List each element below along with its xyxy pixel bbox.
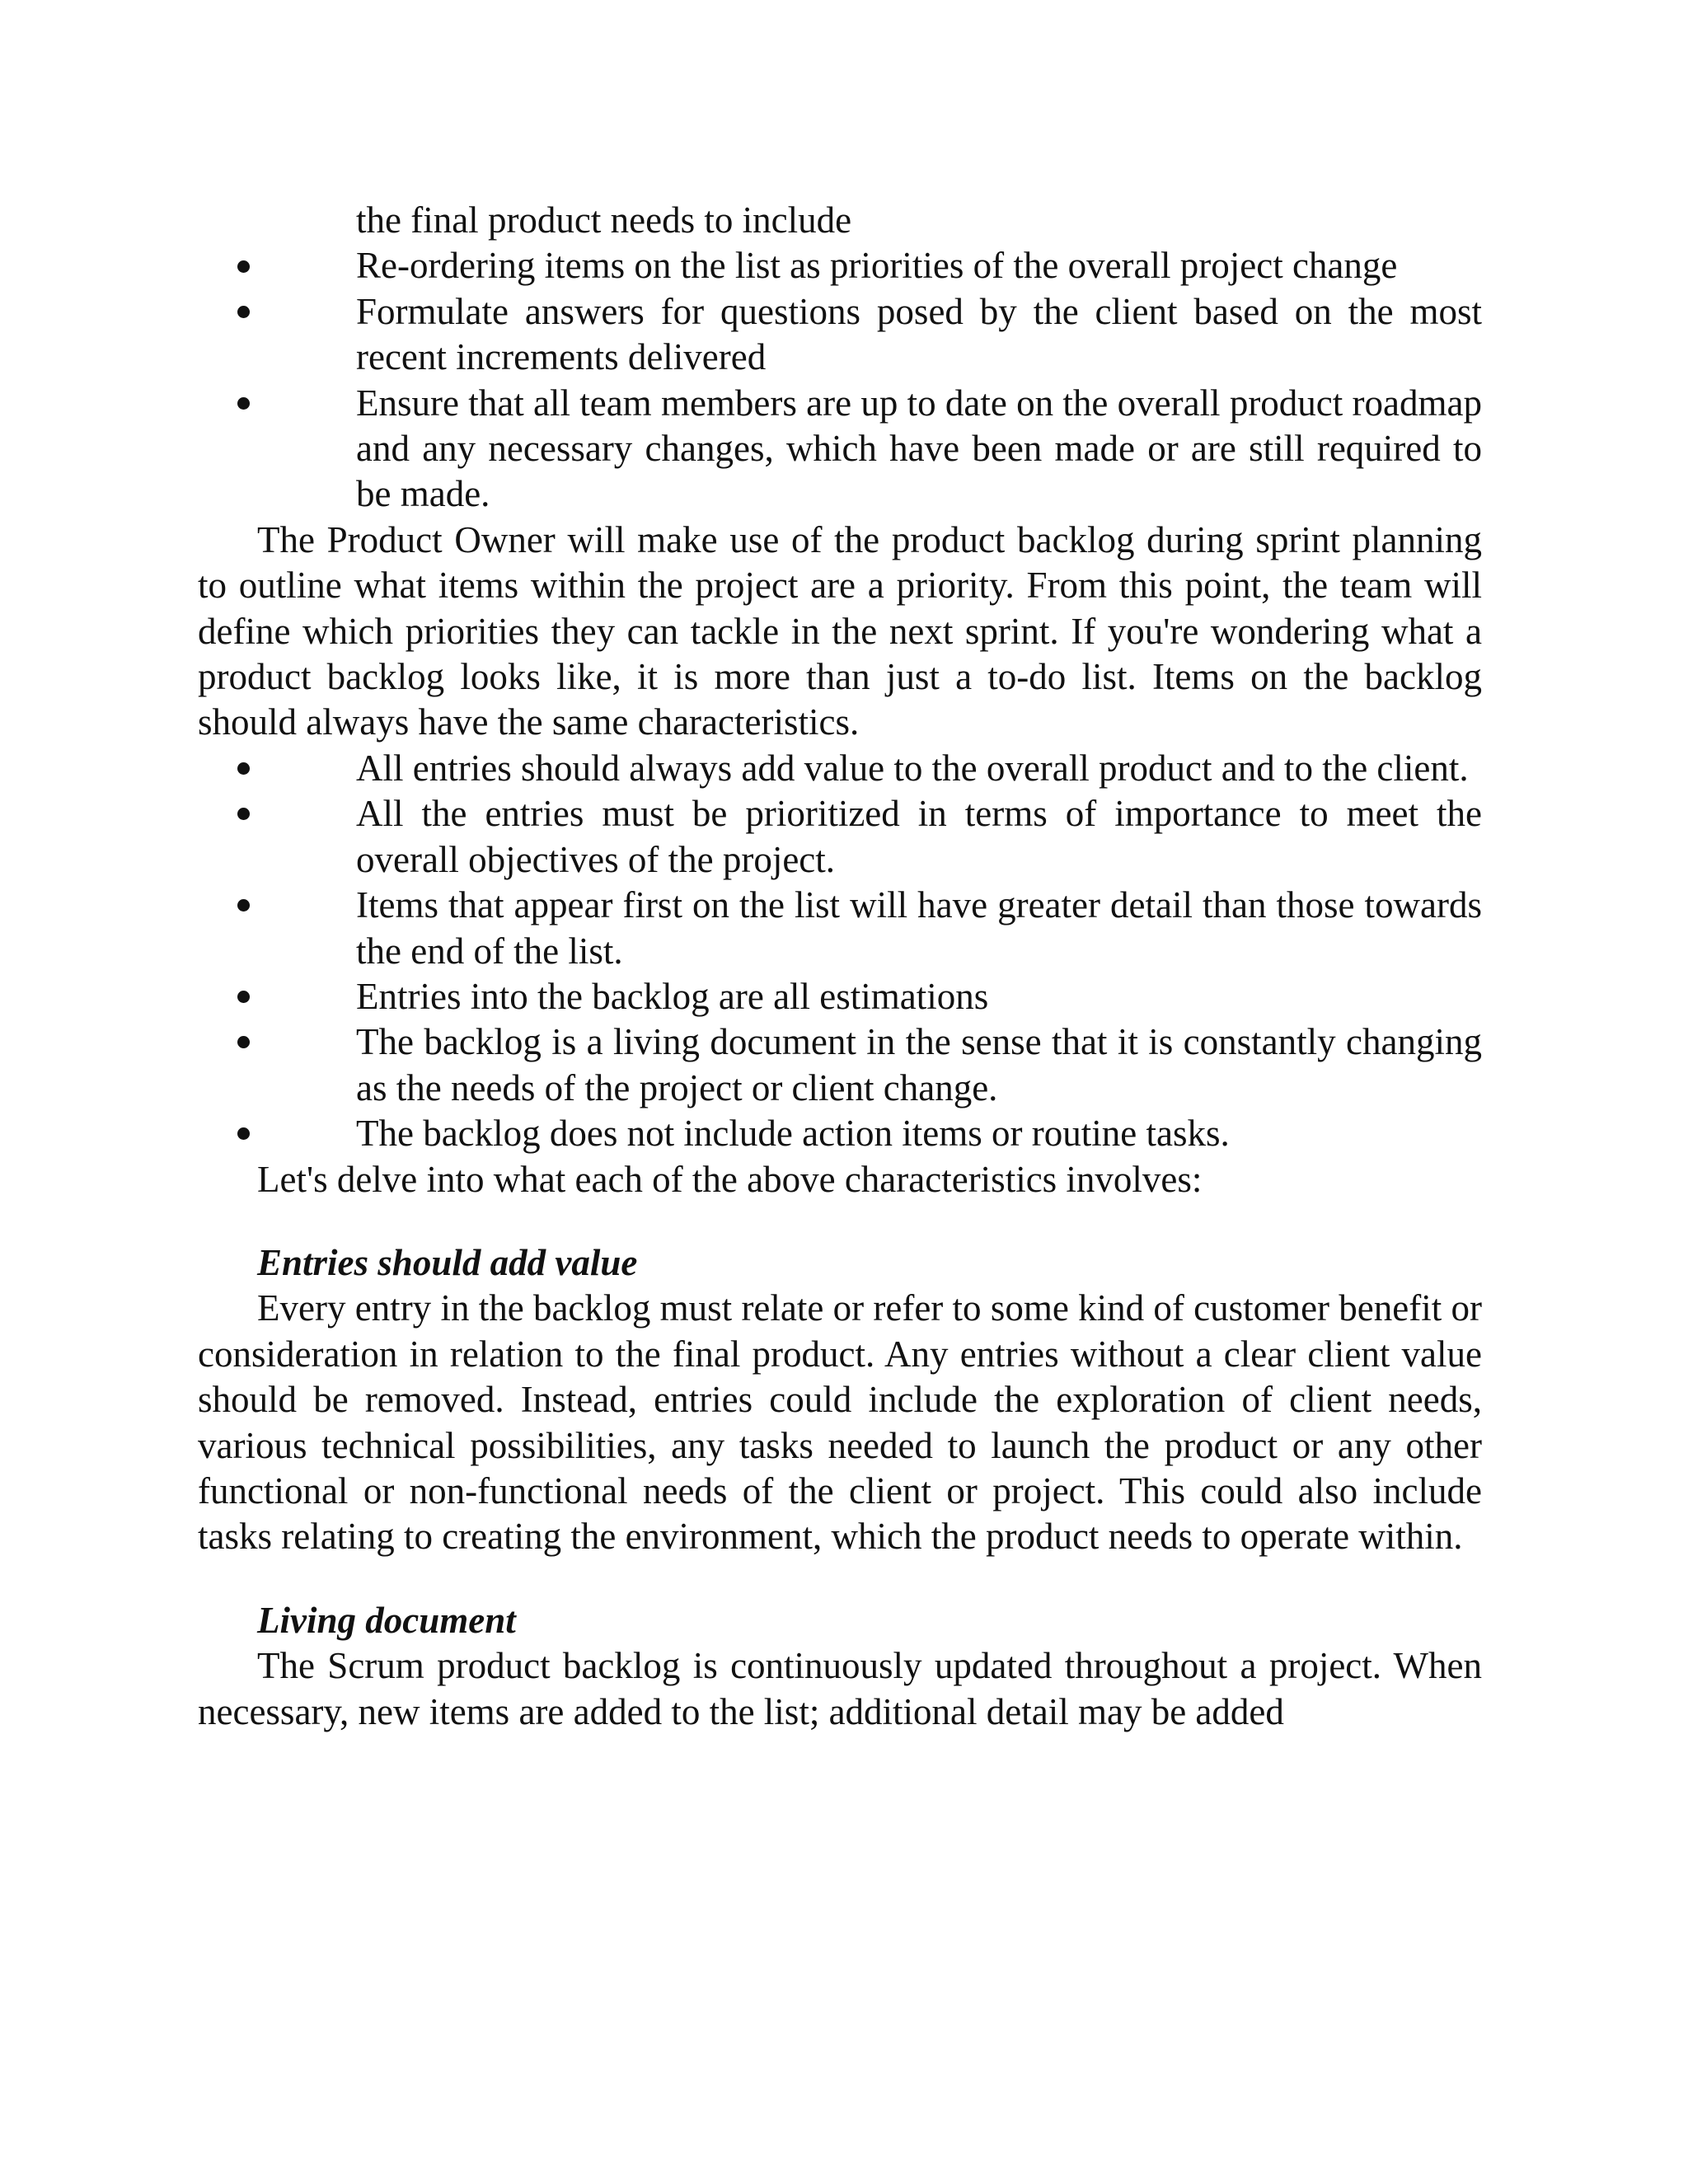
section-body: Every entry in the backlog must relate or refer to some kind of customer benefit or consideration in relation to the final product. Any entries without a clear client value should be removed. Instead, entries could include the exploration of client needs, various technical possibilities, any tasks needed to launch the product or any other functional or non-functional needs of the client or project. This could also include tasks relating to creating the environment, which the product needs to operate within. — [198, 1287, 1482, 1558]
list-item-text: All the entries must be prioritized in terms of importance to meet the overall objectives of the project. — [356, 793, 1482, 880]
list-item-text: Entries into the backlog are all estimations — [356, 975, 989, 1017]
bullet-icon — [237, 746, 254, 791]
list-item — [198, 1111, 1482, 1156]
list-item-text: the final product needs to include — [356, 199, 852, 241]
list-item — [198, 243, 1482, 288]
list-item-text: Items that appear first on the list will have greater detail than those towards the end of the list. — [356, 884, 1482, 972]
section-heading: Living document — [257, 1599, 516, 1641]
list-item — [198, 1019, 1482, 1111]
section-entries-add-value — [198, 1240, 1482, 1560]
list-item-continuation — [198, 198, 1482, 243]
responsibilities-list — [198, 198, 1482, 518]
bullet-icon — [237, 381, 254, 426]
list-item — [198, 974, 1482, 1019]
section-heading: Entries should add value — [257, 1241, 638, 1283]
characteristics-list — [198, 746, 1482, 1157]
list-item-text: Re-ordering items on the list as priorities of the overall project change — [356, 245, 1398, 287]
list-item-text: Formulate answers for questions posed by the client based on the most recent increments delivered — [356, 290, 1482, 378]
list-item — [198, 289, 1482, 381]
list-item-text: The backlog does not include action items or routine tasks. — [356, 1113, 1230, 1155]
list-item-text: Ensure that all team members are up to date on the overall product roadmap and any necessary changes, which have been made or are still required to be made. — [356, 382, 1482, 515]
bullet-icon — [237, 791, 254, 837]
paragraph-product-owner: The Product Owner will make use of the product backlog during sprint planning to outline what items within the project are a priority. From this point, the team will define which priorities they can tackle in the next sprint. If you're wondering what a product backlog looks like, it is more than just a to-do list. Items on the backlog should always have the same characteristics. — [198, 518, 1482, 743]
bullet-icon — [237, 1111, 254, 1156]
list-item — [198, 746, 1482, 791]
bullet-icon — [237, 883, 254, 928]
list-item-text: All entries should always add value to the overall product and to the client. — [356, 747, 1469, 789]
bullet-icon — [237, 974, 254, 1019]
section-living-document — [198, 1598, 1482, 1735]
list-item — [198, 883, 1482, 974]
document-page — [198, 198, 1482, 1735]
list-item — [198, 791, 1482, 883]
list-item — [198, 381, 1482, 518]
list-item-text: The backlog is a living document in the sense that it is constantly changing as the needs of the project or client change. — [356, 1021, 1482, 1108]
paragraph-delve: Let's delve into what each of the above characteristics involves: — [257, 1158, 1203, 1200]
bullet-icon — [237, 243, 254, 288]
section-body: The Scrum product backlog is continuously updated throughout a project. When necessary, new items are added to the list; additional detail may be added — [198, 1645, 1482, 1732]
bullet-icon — [237, 1019, 254, 1065]
bullet-icon — [237, 289, 254, 335]
